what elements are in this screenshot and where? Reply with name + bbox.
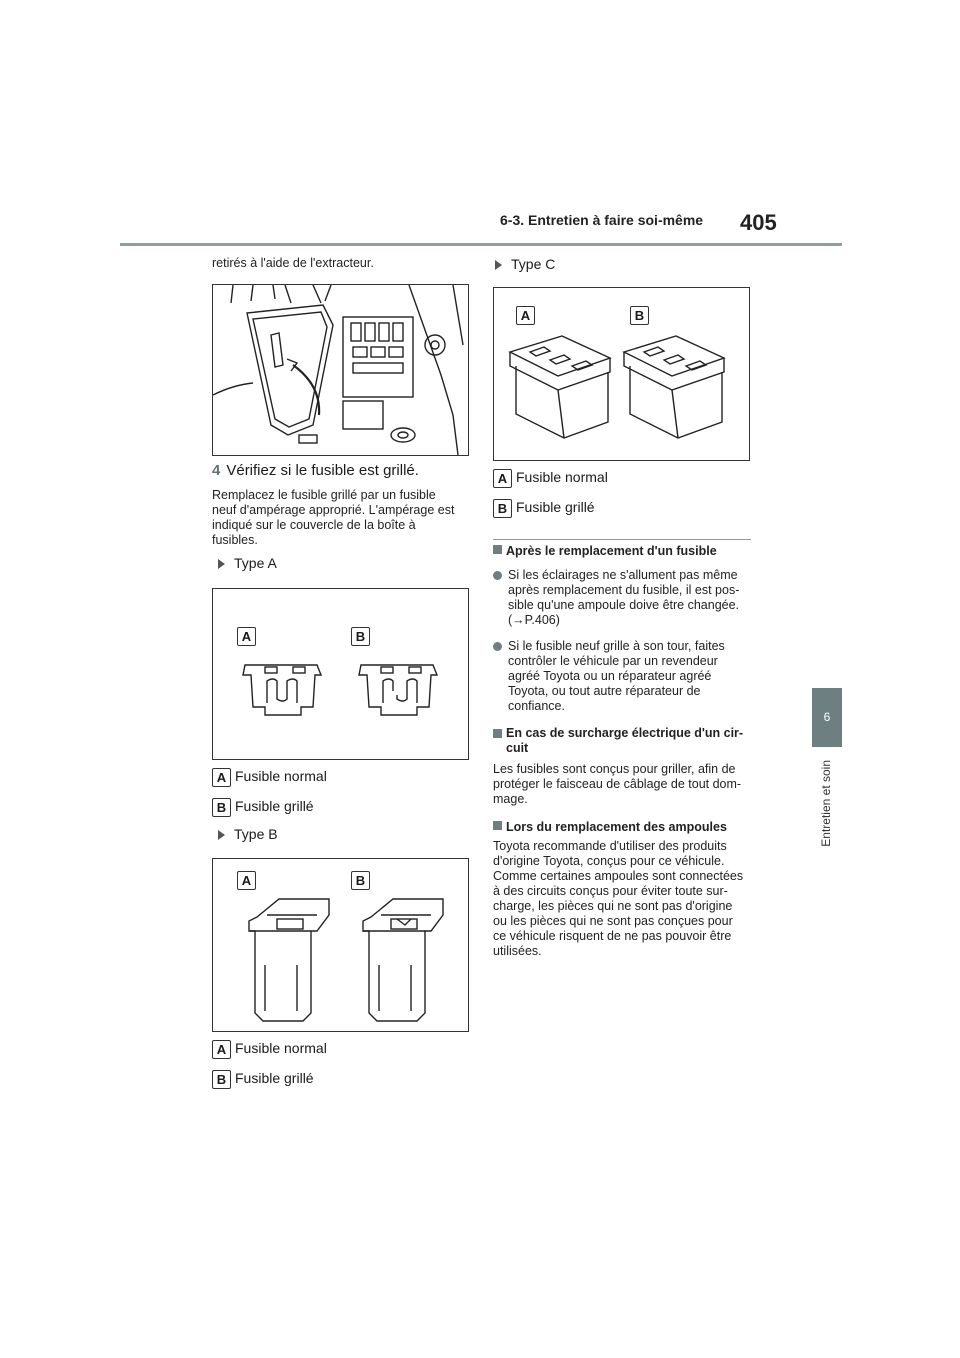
paragraph-line: fusibles. [212, 533, 258, 547]
type-b-label: Type B [234, 826, 278, 842]
label-a: A [237, 871, 256, 890]
intro-text: retirés à l'aide de l'extracteur. [212, 256, 374, 270]
bullet-line: Si le fusible neuf grille à son tour, faites [508, 639, 725, 653]
legend-letter-a: A [493, 469, 512, 488]
type-c-legend-b [493, 499, 595, 518]
note2-line: Les fusibles sont conçus pour griller, afin de [493, 762, 736, 776]
paragraph-line: neuf d'ampérage approprié. L'ampérage est [212, 503, 455, 517]
bullet-line: agréé Toyota ou un réparateur agréé [508, 669, 712, 683]
note2-line: mage. [493, 792, 528, 806]
type-b-illustration [212, 858, 469, 1032]
fuse-box-illustration [212, 284, 469, 456]
paragraph-line: Remplacez le fusible grillé par un fusible [212, 488, 436, 502]
note1-bullet-1 [493, 568, 755, 628]
bullet-line: confiance. [508, 699, 565, 713]
note2-title-line: cuit [506, 741, 529, 755]
chapter-title: Entretien et soin [819, 760, 833, 847]
note3-line: utilisées. [493, 944, 542, 958]
label-b: B [351, 871, 370, 890]
label-b: B [351, 627, 370, 646]
note3-heading [493, 820, 727, 835]
legend-text: Fusible grillé [516, 499, 595, 516]
note3-title: Lors du remplacement des ampoules [506, 820, 727, 834]
note3-line: Comme certaines ampoules sont connectées [493, 869, 744, 883]
bullet-line: sible qu'une ampoule doive être changée. [508, 598, 740, 612]
triangle-bullet-icon [218, 830, 225, 840]
legend-text: Fusible grillé [235, 798, 314, 815]
legend-text: Fusible normal [516, 469, 608, 486]
type-c-heading [495, 256, 555, 272]
note1-title: Après le remplacement d'un fusible [506, 544, 717, 558]
bullet-line: (→P.406) [508, 613, 560, 627]
type-c-illustration [493, 287, 750, 461]
step-4 [212, 462, 419, 479]
triangle-bullet-icon [495, 260, 502, 270]
note3-line: d'origine Toyota, conçus pour ce véhicule. [493, 854, 725, 868]
type-b-heading [218, 826, 278, 842]
note2-text [493, 762, 755, 807]
note1-heading [493, 544, 717, 559]
note3-line: à des circuits conçus pour éviter toute sur- [493, 884, 728, 898]
legend-letter-b: B [212, 1070, 231, 1089]
section-title: 6-3. Entretien à faire soi-même [500, 212, 704, 228]
replace-paragraph [212, 488, 472, 548]
chapter-title-vertical [812, 760, 842, 880]
note3-line: ou les pièces qui ne sont pas conçues pour [493, 914, 733, 928]
step-number: 4 [212, 462, 221, 479]
fuse-box-drawing [213, 285, 468, 455]
type-a-heading [218, 555, 277, 571]
label-b: B [630, 306, 649, 325]
bullet-line: Toyota, ou tout autre réparateur de [508, 684, 701, 698]
legend-letter-a: A [212, 1040, 231, 1059]
note1-bullet-2 [493, 639, 755, 714]
type-c-legend-a [493, 469, 608, 488]
type-a-fuses-drawing [237, 655, 457, 745]
note3-line: charge, les pièces qui ne sont pas d'origine [493, 899, 733, 913]
square-bullet-icon [493, 729, 502, 738]
square-bullet-icon [493, 821, 502, 830]
type-a-legend-a [212, 768, 327, 787]
legend-text: Fusible normal [235, 768, 327, 785]
note2-title-line: En cas de surcharge électrique d'un cir- [506, 726, 744, 740]
bullet-line: contrôler le véhicule par un revendeur [508, 654, 718, 668]
page-number: 405 [740, 210, 777, 235]
note2-heading [493, 726, 755, 756]
bullet-line: après remplacement du fusible, il est pos- [508, 583, 740, 597]
type-b-fuses-drawing [237, 895, 457, 1029]
type-a-label: Type A [234, 555, 277, 571]
label-a: A [516, 306, 535, 325]
legend-letter-b: B [493, 499, 512, 518]
paragraph-line: indiqué sur le couvercle de la boîte à [212, 518, 416, 532]
section-divider [493, 539, 751, 540]
square-bullet-icon [493, 545, 502, 554]
note3-text [493, 839, 755, 959]
label-a: A [237, 627, 256, 646]
chapter-tab: 6 [812, 688, 842, 747]
legend-text: Fusible normal [235, 1040, 327, 1057]
type-b-legend-b [212, 1070, 314, 1089]
circle-bullet-icon [493, 571, 502, 580]
legend-letter-a: A [212, 768, 231, 787]
bullet-line: Si les éclairages ne s'allument pas même [508, 568, 738, 582]
note3-line: ce véhicule risquent de ne pas pouvoir être [493, 929, 732, 943]
type-b-legend-a [212, 1040, 327, 1059]
step-text: Vérifiez si le fusible est grillé. [226, 462, 419, 479]
type-c-fuses-drawing [504, 330, 744, 450]
circle-bullet-icon [493, 642, 502, 651]
triangle-bullet-icon [218, 559, 225, 569]
type-a-illustration [212, 588, 469, 760]
type-a-legend-b [212, 798, 314, 817]
legend-letter-b: B [212, 798, 231, 817]
note2-line: protéger le faisceau de câblage de tout dom- [493, 777, 742, 791]
type-c-label: Type C [511, 256, 556, 272]
legend-text: Fusible grillé [235, 1070, 314, 1087]
header-divider [120, 243, 842, 246]
note3-line: Toyota recommande d'utiliser des produits [493, 839, 727, 853]
